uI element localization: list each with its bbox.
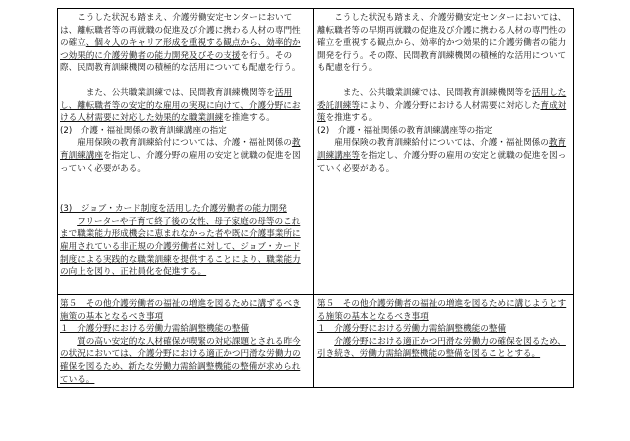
left-paragraph-4: フリーターや子育て終了後の女性、母子家庭の母等のこれまで職業能力形成機会に恵まれなかった者や既に介護事業所に雇用されている非正規の介護労働者に対して、ジョブ・カード制度による実践的な職業訓練を提供することにより、職業能力の向上を図り、正社員化を促進する。 <box>60 216 301 278</box>
left-heading-3: (3) ジョブ・カード制度を活用した介護労働者の能力開発 <box>60 204 287 215</box>
right-section-5-paragraph: 介護分野における適正かつ円滑な労働力の確保を図るため、引き続き、労働力需給調整機能の整備を図ることとする。 <box>317 336 566 360</box>
right-paragraph-1: こうした状況も踏まえ、介護労働安定センターにおいては、離転職者等の早期再就職の促進及び介護に携わる人材の専門性の確立を重視する観点から、効率的かつ効果的に介護労働者の能力開発を行う。その際、民間教育訓練機関の積極的な活用についても配慮を行う。 <box>317 13 567 74</box>
left-section-5 <box>60 298 308 386</box>
left-paragraph-2: また、公共職業訓練では、民間教育訓練機関等を活用し、離転職者等の安定的な雇用の実現に向けて、介護分野における人材需要に対応した効果的な職業訓練を推進する。 <box>60 87 301 124</box>
right-heading-2: (2) 介護・福祉関係の教育訓練講座等の指定 <box>317 125 493 136</box>
right-paragraph-2: また、公共職業訓練では、民間教育訓練機関等を活用した委託訓練等により、介護分野における人材需要に対応した育成対策を推進する。 <box>317 87 567 124</box>
row-divider <box>57 294 574 295</box>
left-section-5-item-1: １ 介護分野における労働力需給調整機能の整備 <box>60 324 250 335</box>
right-section-5 <box>317 298 570 361</box>
left-paragraph-1: こうした状況も踏まえ、介護労働安定センターにおいては、離転職者等の再就職の促進及び介護に携わる人材の専門性の確立、個々人のキャリア形成を重視する観点から、効率的かつ効果的に介護労働者の能力開発及びその支援を行う。その際、民間教育訓練機関の積極的な活用についても配慮を行う。 <box>60 13 301 74</box>
right-column <box>317 12 570 175</box>
left-paragraph-3: 雇用保険の教育訓練給付については、介護・福祉関係の教育訓練講座を指定し、介護分野の雇用の安定と就職の促進を図っていく必要がある。 <box>60 138 301 174</box>
right-section-5-item-1: １ 介護分野における労働力需給調整機能の整備 <box>317 324 507 335</box>
left-column <box>60 12 308 279</box>
left-section-5-title: 第５ その他介護労働者の福祉の増進を図るために講ずるべき施策の基本となるべき事項 <box>60 299 301 322</box>
left-heading-2: (2) 介護・福祉関係の教育訓練講座の指定 <box>60 125 227 136</box>
right-section-5-title: 第５ その他介護労働者の福祉の増進を図るために講じようとする施策の基本となるべき事項 <box>317 299 567 322</box>
right-paragraph-3: 雇用保険の教育訓練給付については、介護・福祉関係の教育訓練講座等を指定し、介護分野の雇用の安定と就職の促進を図っていく必要がある。 <box>317 138 567 174</box>
column-divider <box>313 8 314 388</box>
left-section-5-paragraph: 質の高い安定的な人材確保が喫緊の対応課題とされる昨今の状況においては、介護分野における適正かつ円滑な労働力の確保を図るため、新たな労働力需給調整機能の整備が求められている。 <box>60 336 301 385</box>
